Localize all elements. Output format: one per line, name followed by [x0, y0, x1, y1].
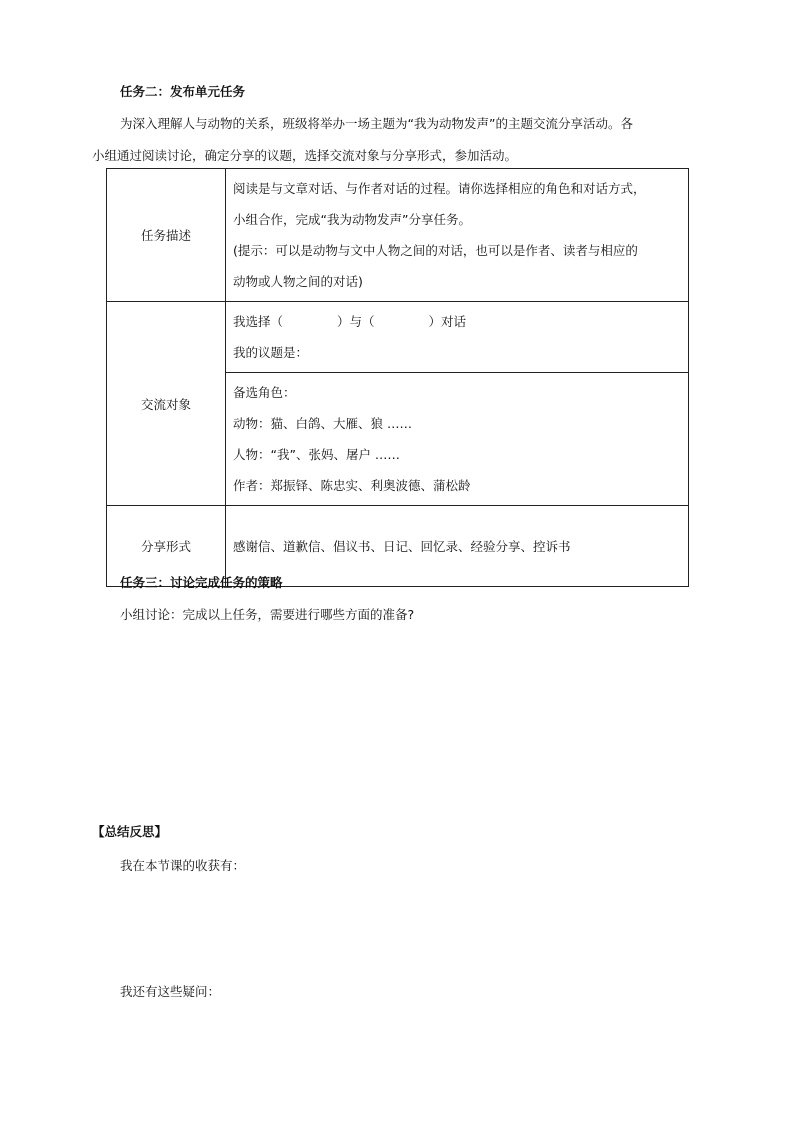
- roles-authors: 作者：郑振铎、陈忠实、利奥波德、蒲松龄: [233, 478, 471, 493]
- summary-gains: 我在本节课的收获有：: [120, 858, 246, 873]
- task2-intro-line2: 小组通过阅读讨论，确定分享的议题，选择交流对象与分享形式，参加活动。: [92, 148, 518, 163]
- label-task-description: 任务描述: [107, 169, 226, 302]
- intro-text-a: 为深入理解人与动物的关系，班级将举办一场主题为: [120, 116, 408, 131]
- task2-heading: 任务二：发布单元任务: [120, 84, 246, 99]
- roles-cell: [226, 373, 689, 506]
- label-share-format: 分享形式: [107, 506, 226, 587]
- forms-text: 感谢信、道歉信、倡议书、日记、回忆录、经验分享、控诉书: [233, 538, 571, 554]
- choose-cell: [226, 302, 689, 373]
- forms-cell: [226, 506, 689, 587]
- roles-animals: 动物：猫、白鸽、大雁、狼 ……: [233, 416, 412, 431]
- roles-title: 备选角色：: [233, 385, 296, 400]
- description-line-3: (提示：可以是动物与文中人物之间的对话，也可以是作者、读者与相应的: [233, 243, 638, 258]
- intro-text-b: 的主题交流分享活动。各: [495, 116, 633, 131]
- topic-line: 我的议题是：: [233, 345, 309, 360]
- choose-text-a: 我选择（: [233, 314, 284, 329]
- table-row-choose: [107, 302, 689, 373]
- task3-heading: 任务三：讨论完成任务的策略: [120, 575, 283, 590]
- choose-line: [233, 306, 681, 337]
- summary-questions: 我还有这些疑问：: [120, 984, 221, 999]
- summary-heading: 【总结反思】: [92, 824, 168, 839]
- description-line-4: 动物或人物之间的对话): [233, 274, 363, 289]
- choose-text-b: ）与（: [337, 314, 375, 329]
- roles-people: 人物：“我”、张妈、屠户 ……: [233, 447, 400, 462]
- choose-text-c: ）对话: [428, 314, 467, 329]
- description-line-1: 阅读是与文章对话、与作者对话的过程。请你选择相应的角色和对话方式，: [233, 181, 646, 196]
- task-table: [106, 168, 689, 587]
- intro-theme-quote: “我为动物发声”: [407, 116, 496, 131]
- table-row-description: [107, 169, 689, 302]
- task-description-cell: [226, 169, 689, 302]
- description-line-2: 小组合作，完成“我为动物发声”分享任务。: [233, 212, 471, 227]
- task2-intro-line1: [120, 114, 633, 132]
- task3-prompt: 小组讨论：完成以上任务，需要进行哪些方面的准备?: [120, 607, 415, 622]
- label-exchange-target: 交流对象: [107, 302, 226, 506]
